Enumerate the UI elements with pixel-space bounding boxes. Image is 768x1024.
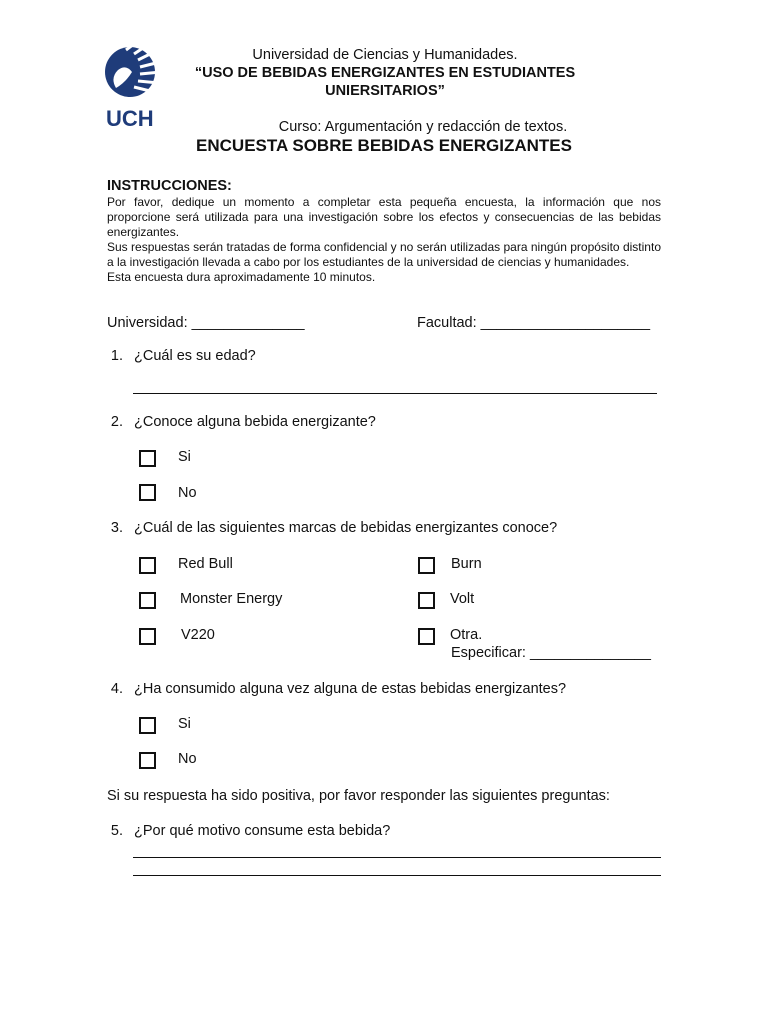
study-title-line1: “USO DE BEBIDAS ENERGIZANTES EN ESTUDIANTES (194, 65, 576, 81)
specify-field[interactable]: Especificar: _______________ (451, 645, 651, 661)
question-number: 4. (110, 681, 123, 697)
university-logo (104, 42, 164, 130)
q2-checkbox-si[interactable] (139, 450, 156, 467)
question-text: ¿Por qué motivo consume esta bebida? (134, 823, 391, 839)
q3-checkbox-otra[interactable] (418, 628, 435, 645)
option-label: Volt (450, 591, 475, 607)
conditional-note: Si su respuesta ha sido positiva, por favor responder las siguientes preguntas: (107, 788, 610, 804)
question-text: ¿Cuál de las siguientes marcas de bebidas energizantes conoce? (134, 520, 558, 536)
q4-checkbox-si[interactable] (139, 717, 156, 734)
question-number: 3. (110, 520, 123, 536)
q2-checkbox-no[interactable] (139, 484, 156, 501)
instructions-paragraph: Esta encuesta dura aproximadamente 10 minutos. (107, 270, 376, 284)
study-title-line2: UNIERSITARIOS” (325, 83, 445, 99)
question-number: 5. (110, 823, 123, 839)
instructions-paragraph: Sus respuestas serán tratadas de forma confidencial y no serán utilizadas para ningún propósito distinto a la investigación llevada a cabo por los estudiantes de la universidad de ciencias y humanidades. (107, 240, 661, 269)
question-text: ¿Cuál es su edad? (134, 348, 256, 364)
option-label: Burn (451, 556, 482, 572)
university-field[interactable]: Universidad: ______________ (107, 315, 305, 331)
reason-answer-line[interactable] (133, 857, 661, 858)
option-label: Otra. (450, 627, 483, 643)
option-label: Red Bull (178, 556, 233, 572)
survey-title: ENCUESTA SOBRE BEBIDAS ENERGIZANTES (196, 136, 572, 155)
reason-answer-line[interactable] (133, 875, 661, 876)
option-label: No (178, 485, 197, 501)
question-text: ¿Ha consumido alguna vez alguna de estas bebidas energizantes? (134, 681, 567, 697)
instructions-paragraph: Por favor, dedique un momento a completar esta pequeña encuesta, la información que nos proporcione será utilizada para una investigación sobre los efectos y consecuencias de las bebidas energizantes. (107, 195, 661, 239)
option-label: No (178, 751, 197, 767)
option-label: Si (178, 449, 191, 465)
faculty-field[interactable]: Facultad: _____________________ (417, 315, 651, 331)
question-text: ¿Conoce alguna bebida energizante? (134, 414, 376, 430)
question-number: 1. (110, 348, 123, 364)
q3-checkbox-burn[interactable] (418, 557, 435, 574)
university-name: Universidad de Ciencias y Humanidades. (252, 47, 518, 63)
question-number: 2. (110, 414, 123, 430)
q3-checkbox-v220[interactable] (139, 628, 156, 645)
option-label: Monster Energy (180, 591, 283, 607)
q3-checkbox-red-bull[interactable] (139, 557, 156, 574)
instructions-body (107, 195, 661, 285)
svg-text:UCH: UCH (106, 106, 154, 130)
q3-checkbox-volt[interactable] (418, 592, 435, 609)
course-name: Curso: Argumentación y redacción de textos. (278, 119, 568, 135)
instructions-heading: INSTRUCCIONES: (107, 178, 232, 194)
option-label: V220 (181, 627, 215, 643)
age-answer-line[interactable] (133, 393, 657, 394)
q4-checkbox-no[interactable] (139, 752, 156, 769)
q3-checkbox-monster-energy[interactable] (139, 592, 156, 609)
option-label: Si (178, 716, 191, 732)
